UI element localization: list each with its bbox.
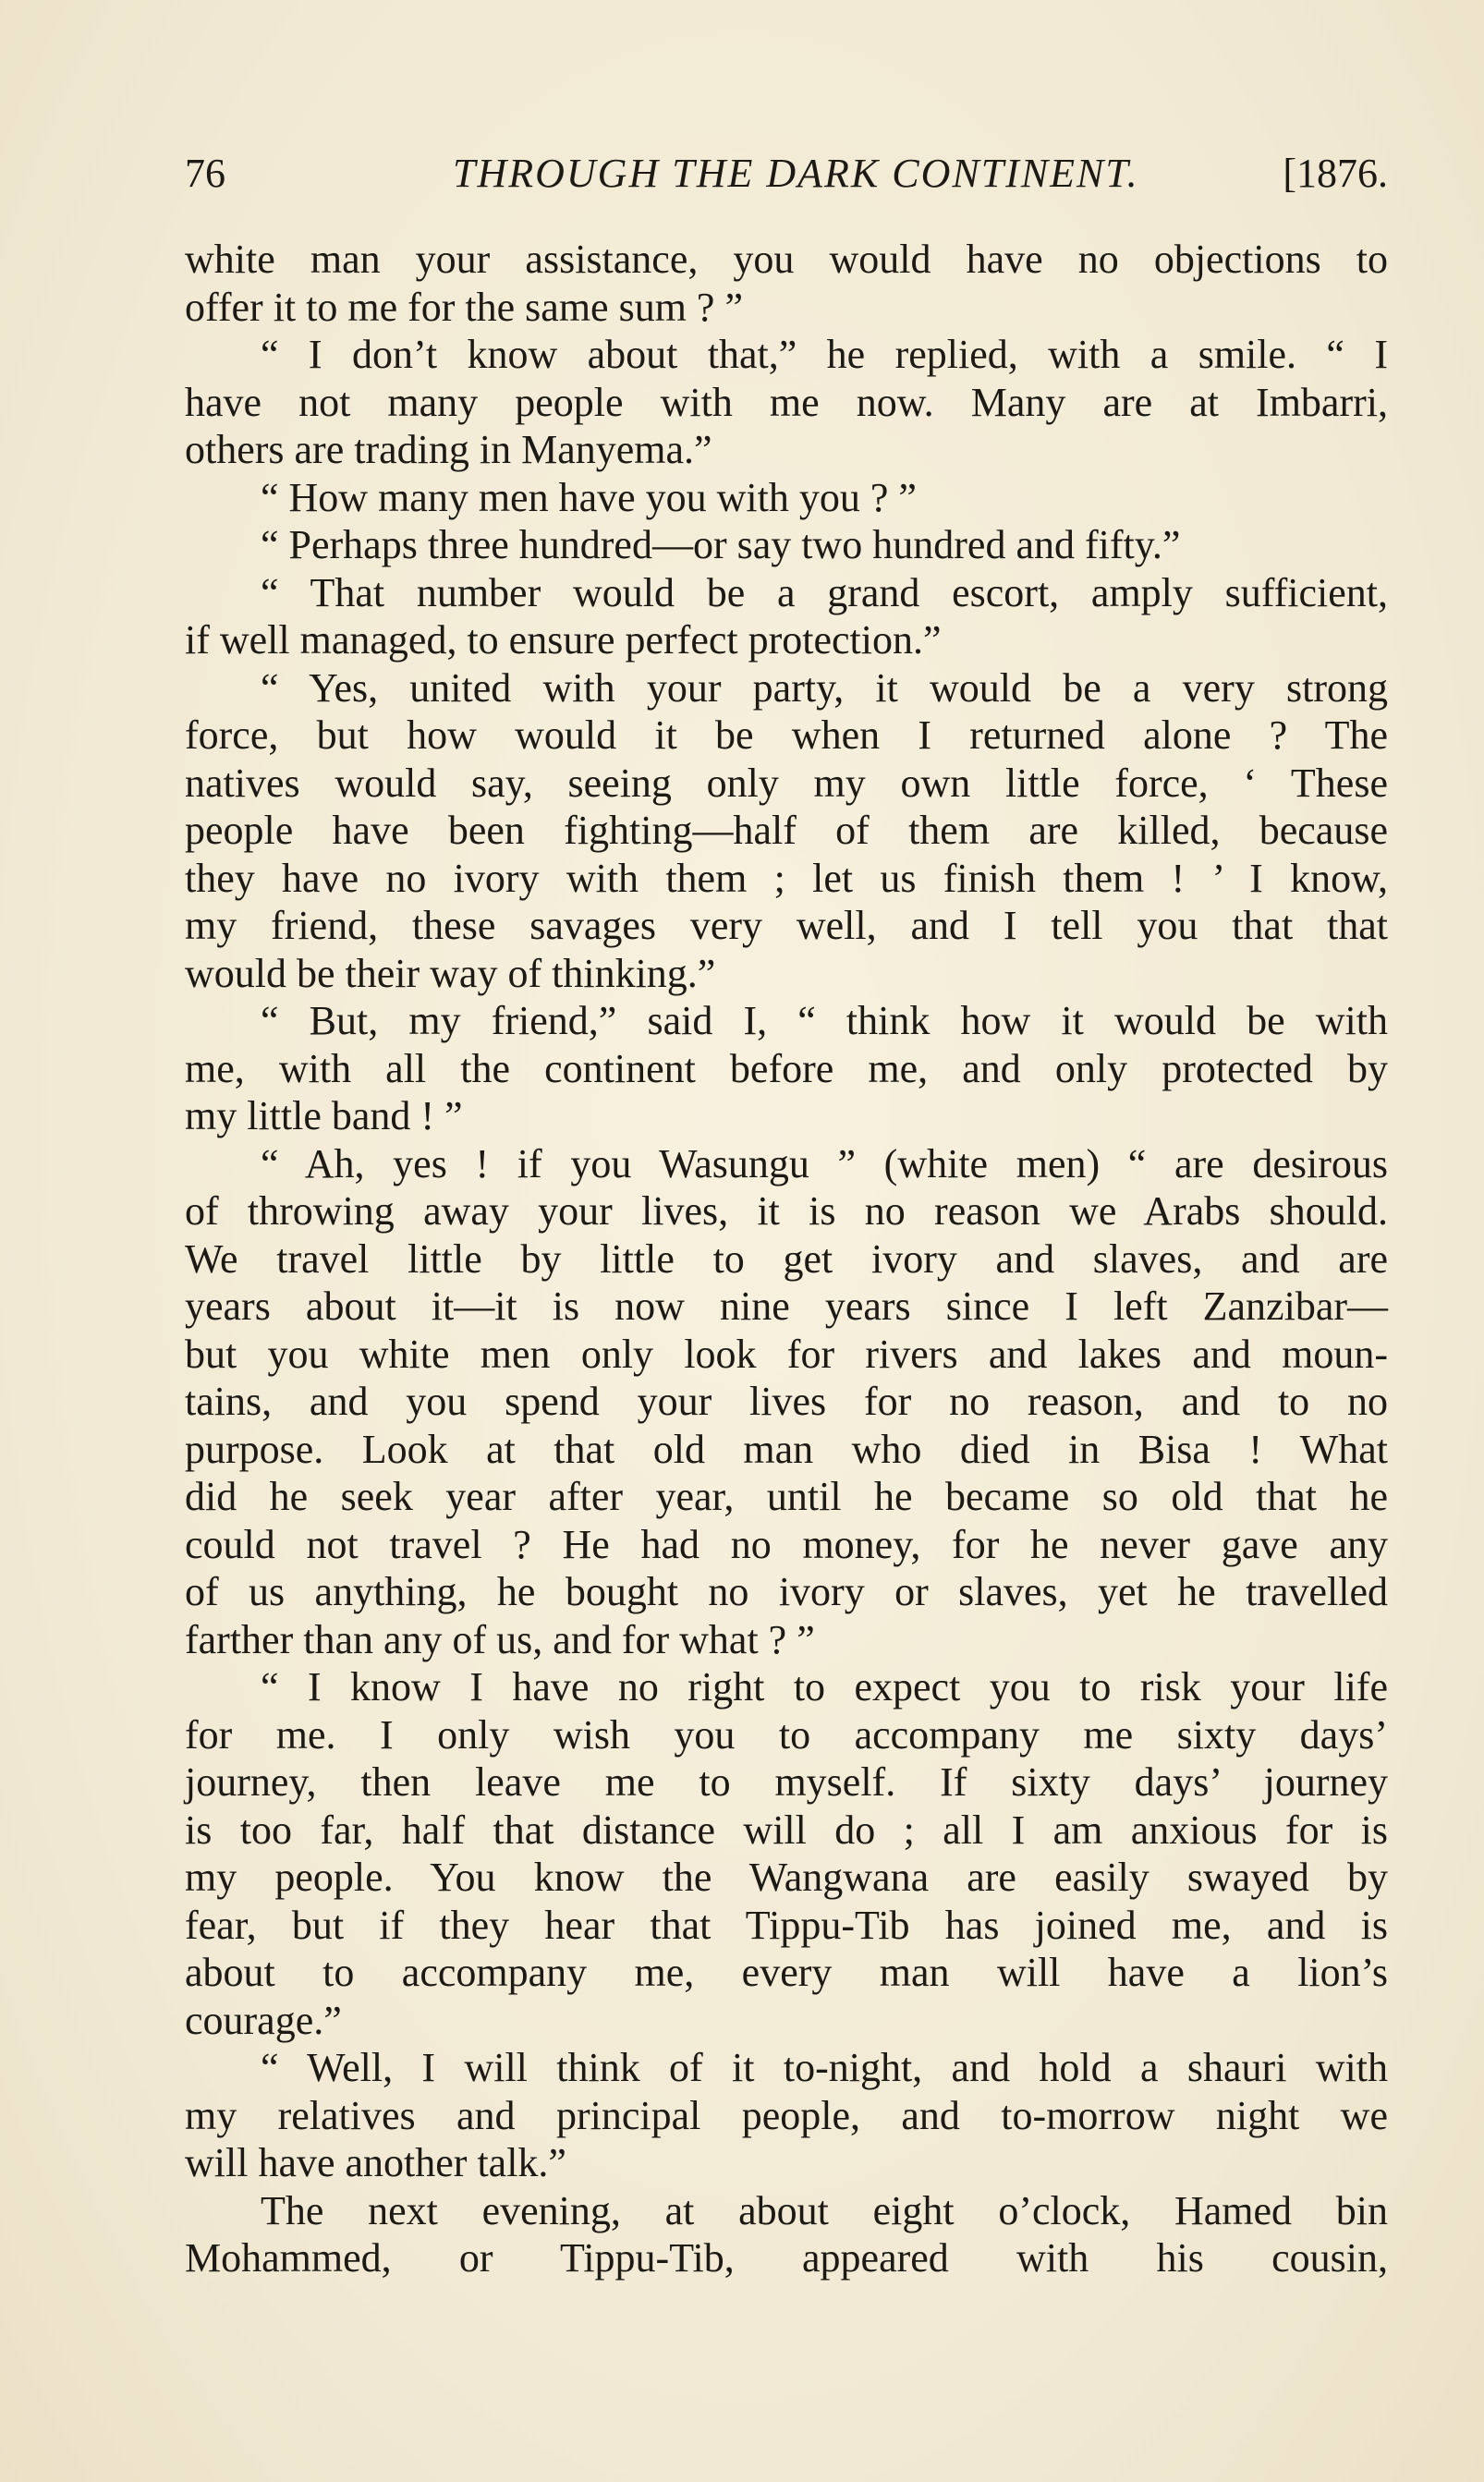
text-line: for me. I only wish you to accompany me sixty days’	[185, 1711, 1388, 1758]
text-line: have not many people with me now. Many are at Imbarri,	[185, 379, 1388, 425]
page-number: 76	[185, 151, 225, 196]
text-line: “ That number would be a grand escort, amply sufficient,	[261, 569, 1388, 615]
text-line: purpose. Look at that old man who died in Bisa ! What	[185, 1426, 1388, 1472]
running-header	[185, 146, 1388, 201]
text-line: journey, then leave me to myself. If sixty days’ journey	[185, 1759, 1388, 1805]
text-line: “ Perhaps three hundred—or say two hundred and fifty.”	[261, 522, 1181, 567]
text-line: but you white men only look for rivers and lakes and moun-	[185, 1331, 1388, 1377]
text-line: if well managed, to ensure perfect protection.”	[185, 617, 942, 663]
text-line: “ How many men have you with you ? ”	[261, 474, 917, 520]
text-line: is too far, half that distance will do ; all I am anxious for is	[185, 1807, 1388, 1853]
text-line: of throwing away your lives, it is no reason we Arabs should.	[185, 1188, 1388, 1234]
text-line: my relatives and principal people, and to-morrow night we	[185, 2092, 1388, 2138]
text-line: others are trading in Manyema.”	[185, 427, 712, 472]
running-title: THROUGH THE DARK CONTINENT.	[453, 151, 1139, 196]
text-line: “ But, my friend,” said I, “ think how it would be with	[261, 998, 1388, 1043]
text-line: about to accompany me, every man will have a lion’s	[185, 1950, 1388, 1995]
text-line: “ Well, I will think of it to-night, and hold a shauri with	[261, 2045, 1388, 2090]
text-line: We travel little by little to get ivory and slaves, and are	[185, 1235, 1388, 1282]
text-line: they have no ivory with them ; let us finish them ! ’ I know,	[185, 855, 1388, 901]
text-line: fear, but if they hear that Tippu-Tib has joined me, and is	[185, 1902, 1388, 1948]
text-line: my little band ! ”	[185, 1093, 463, 1138]
text-line: me, with all the continent before me, and only protected by	[185, 1045, 1388, 1091]
text-line: my people. You know the Wangwana are easily swayed by	[185, 1855, 1388, 1900]
body-text	[185, 236, 1388, 2282]
text-line: “ I don’t know about that,” he replied, with a smile. “ I	[261, 332, 1388, 377]
text-line: courage.”	[185, 1997, 342, 2043]
text-line: natives would say, seeing only my own little force, ‘ These	[185, 760, 1388, 806]
text-line: tains, and you spend your lives for no reason, and to no	[185, 1379, 1388, 1424]
text-line: offer it to me for the same sum ? ”	[185, 284, 743, 330]
text-line: white man your assistance, you would have no objections to	[185, 237, 1388, 282]
text-line: would be their way of thinking.”	[185, 950, 716, 996]
text-line: did he seek year after year, until he became so old that he	[185, 1474, 1388, 1519]
text-line: “ Yes, united with your party, it would be a very strong	[261, 664, 1388, 711]
text-line: will have another talk.”	[185, 2140, 566, 2185]
text-line: force, but how would it be when I returned alone ? The	[185, 712, 1388, 758]
text-line: farther than any of us, and for what ? ”	[185, 1616, 815, 1662]
text-line: could not travel ? He had no money, for he never gave any	[185, 1521, 1388, 1567]
running-year: [1876.	[1283, 151, 1388, 196]
text-line: “ Ah, yes ! if you Wasungu ” (white men) “ are desirous	[261, 1140, 1388, 1186]
text-line: Mohammed, or Tippu-Tib, appeared with his cousin,	[185, 2235, 1388, 2281]
text-line: of us anything, he bought no ivory or slaves, yet he travelled	[185, 1569, 1388, 1614]
text-line: years about it—it is now nine years since I left Zanzibar—	[185, 1284, 1388, 1329]
text-line: The next evening, at about eight o’clock, Hamed bin	[261, 2187, 1388, 2233]
text-line: people have been fighting—half of them are killed, because	[185, 808, 1388, 853]
text-line: “ I know I have no right to expect you to risk your life	[261, 1664, 1388, 1709]
text-line: my friend, these savages very well, and I tell you that that	[185, 903, 1388, 948]
